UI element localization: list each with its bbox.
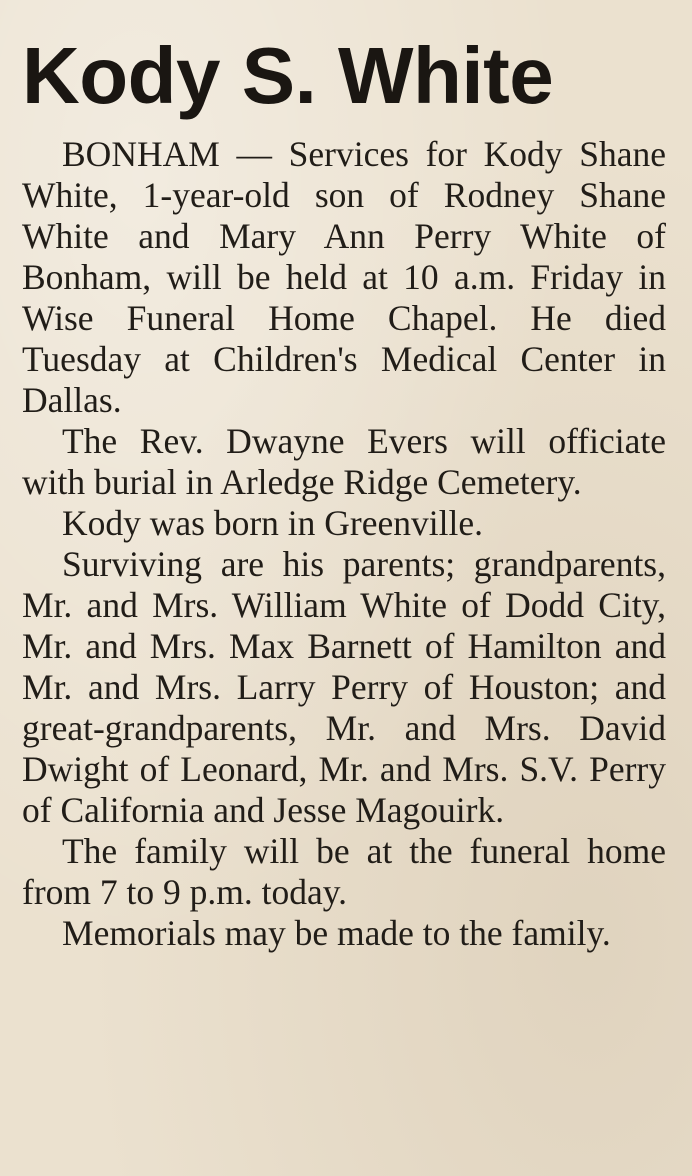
obituary-headline: Kody S. White: [22, 31, 554, 120]
obituary-paragraph-services: BONHAM — Services for Kody Shane White, 1-year-old son of Rodney Shane White and Mary Ann Perry White of Bonham, will be held at 10 a.m. Friday in Wise Funeral Home Chapel. He died Tuesday at Children's Medical Center in Dallas.: [22, 134, 666, 420]
obituary-paragraph-visitation: The family will be at the funeral home from 7 to 9 p.m. today.: [22, 831, 666, 912]
obituary-paragraph-memorials: Memorials may be made to the family.: [62, 913, 611, 953]
obituary-paragraph-survivors: Surviving are his parents; grandparents, Mr. and Mrs. William White of Dodd City, Mr. and Mrs. Max Barnett of Hamilton and Mr. and Mrs. Larry Perry of Houston; and great-grandparents, Mr. and Mrs. David Dwight of Leonard, Mr. and Mrs. S.V. Perry of California and Jesse Magouirk.: [22, 544, 666, 830]
obituary-paragraph-officiant: The Rev. Dwayne Evers will officiate with burial in Arledge Ridge Cemetery.: [22, 421, 666, 502]
obituary-paragraph-birthplace: Kody was born in Greenville.: [62, 503, 483, 543]
